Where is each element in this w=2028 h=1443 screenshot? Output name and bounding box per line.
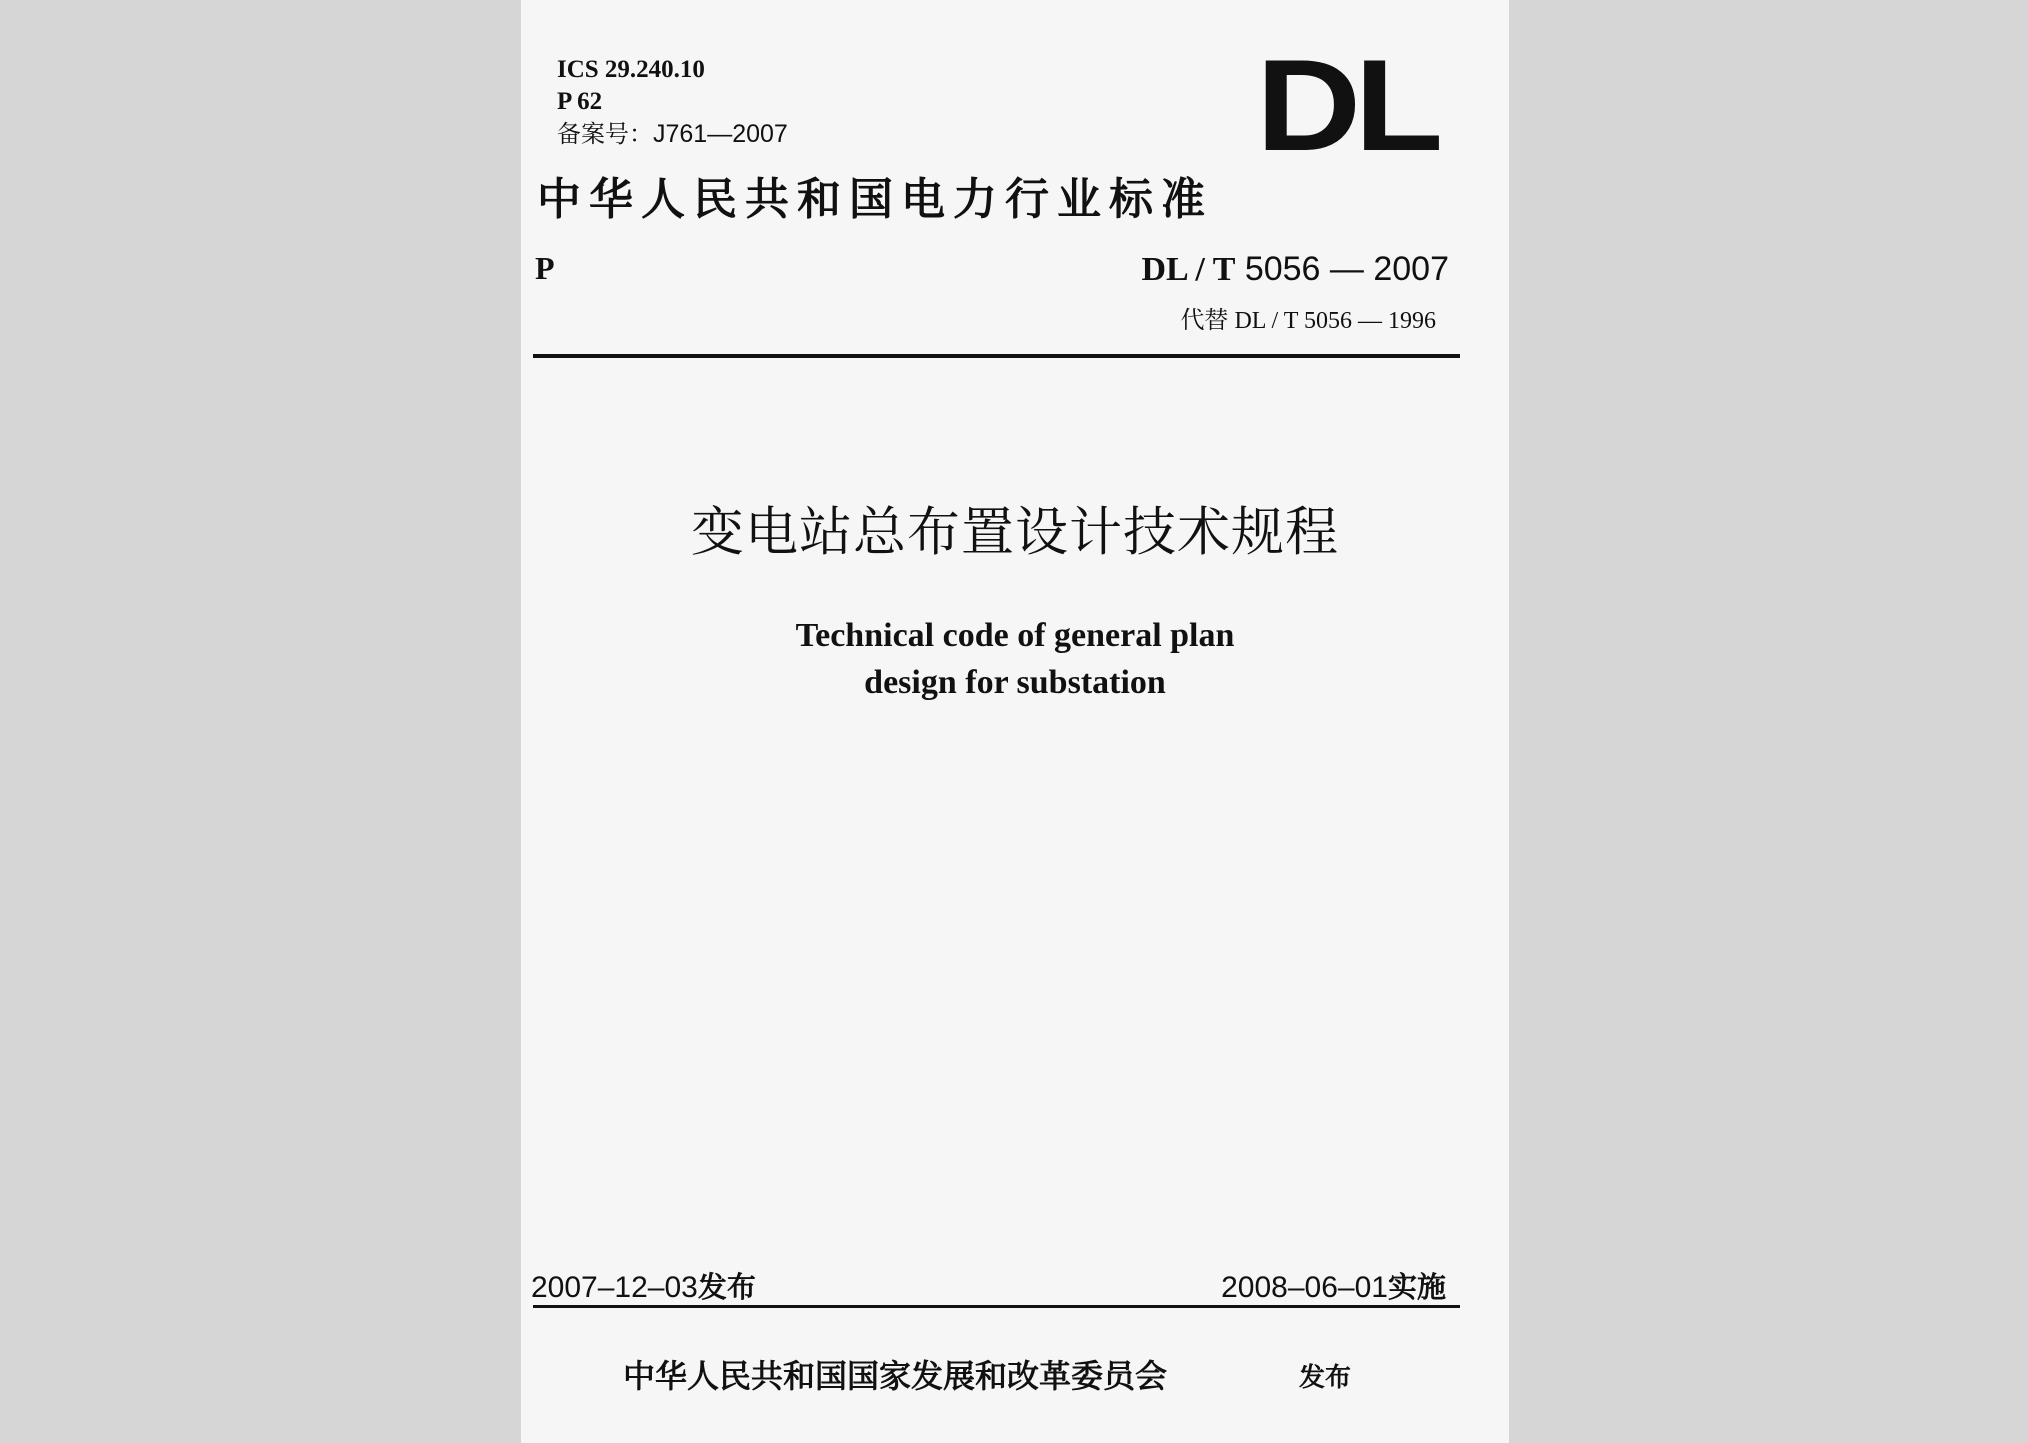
issue-label: 发布 — [697, 1270, 756, 1304]
issue-date-value: 2007–12–03 — [531, 1271, 698, 1304]
publish-label: 发布 — [1299, 1363, 1352, 1393]
standard-number — [1142, 250, 1450, 289]
dl-logo: DL — [1256, 32, 1437, 178]
industry-standard-title: 中华人民共和国电力行业标准 — [537, 174, 1213, 225]
replaces-number: DL / T 5056 — 1996 — [1234, 308, 1436, 334]
ics-code: ICS 29.240.10 — [557, 56, 705, 83]
filing-number-line — [557, 118, 788, 151]
ccs-code: P 62 — [557, 88, 603, 115]
top-divider — [533, 354, 1460, 358]
english-title-line-2: design for substation — [864, 664, 1166, 701]
filing-label: 备案号： — [557, 120, 653, 148]
filing-number: J761—2007 — [653, 120, 788, 148]
replaces-label: 代替 — [1180, 306, 1229, 334]
standard-cover-page — [521, 0, 1509, 1443]
effective-date — [1221, 1265, 1446, 1306]
replaces-standard — [1180, 300, 1436, 335]
standard-number-year: 5056 — 2007 — [1244, 250, 1449, 288]
publisher-name: 中华人民共和国国家发展和改革委员会 — [623, 1357, 1168, 1395]
effective-label: 实施 — [1387, 1270, 1446, 1304]
bottom-divider — [533, 1305, 1460, 1308]
classification-letter: P — [535, 250, 555, 286]
standard-prefix: DL / T — [1141, 251, 1236, 288]
classification-block — [557, 54, 788, 151]
chinese-title: 变电站总布置设计技术规程 — [691, 502, 1339, 563]
english-title — [521, 612, 1509, 706]
effective-date-value: 2008–06–01 — [1221, 1271, 1388, 1304]
issue-date — [531, 1265, 756, 1306]
english-title-line-1: Technical code of general plan — [795, 617, 1235, 654]
